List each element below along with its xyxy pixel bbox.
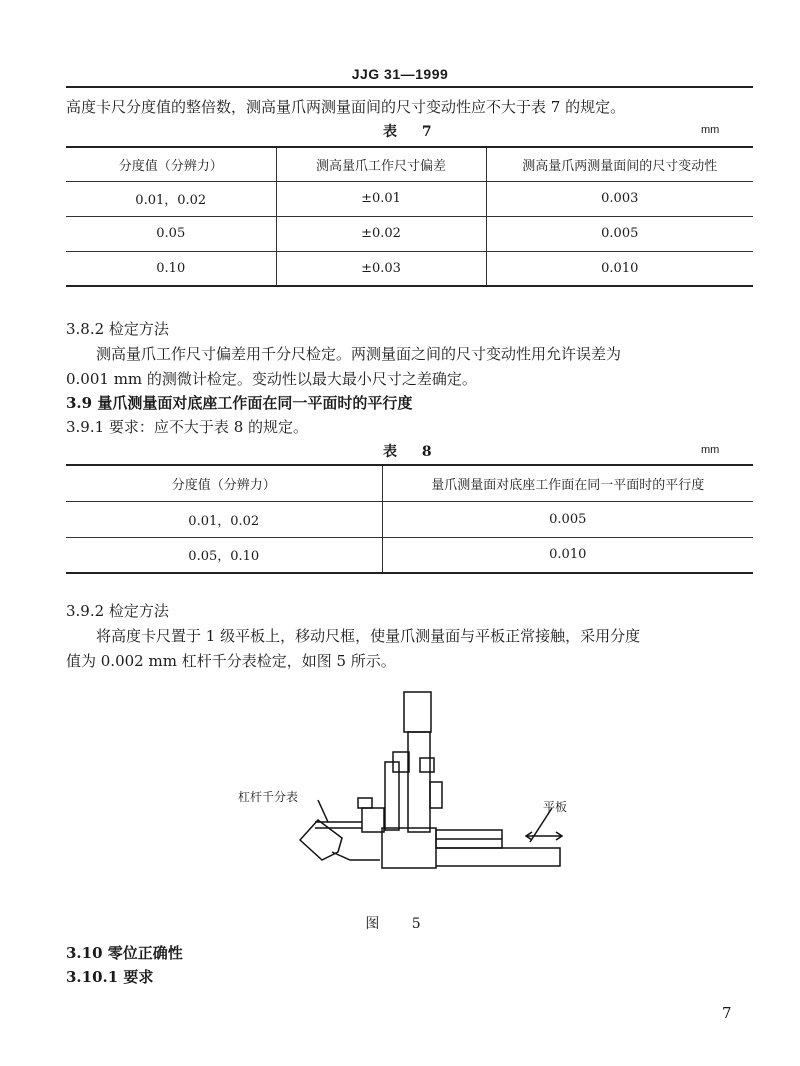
table7-caption: 表 7 — [383, 124, 442, 140]
table-cell: 0.10 — [66, 251, 276, 286]
table8-caption: 表 8 — [383, 444, 442, 460]
surface-plate — [436, 848, 560, 866]
table-cell: 0.003 — [486, 181, 753, 216]
table7-unit: mm — [701, 124, 720, 136]
table8-unit: mm — [701, 444, 720, 456]
intro-paragraph: 高度卡尺分度值的整倍数，测高量爪两测量面间的尺寸变动性应不大于表 7 的规定。 — [66, 98, 626, 116]
section-3-9-2-heading: 3.9.2 检定方法 — [66, 602, 169, 620]
table-cell: 0.010 — [382, 537, 753, 573]
table-8 — [66, 464, 753, 574]
table7-header-row — [66, 147, 753, 181]
table-row — [66, 501, 753, 537]
table7-header-cell: 分度值（分辨力） — [66, 147, 276, 181]
table8-header-cell: 量爪测量面对底座工作面在同一平面时的平行度 — [382, 465, 753, 501]
table-cell: 0.010 — [486, 251, 753, 286]
section-3-8-2-line2: 0.001 mm 的测微计检定。变动性以最大最小尺寸之差确定。 — [66, 370, 477, 388]
page-header-title: JJG 31—1999 — [351, 66, 449, 82]
page-number: 7 — [722, 1004, 732, 1022]
gauge-column — [408, 732, 430, 832]
table-cell: 0.005 — [486, 216, 753, 251]
indicator-clamp — [358, 798, 372, 808]
table-cell: ±0.02 — [276, 216, 486, 251]
table8-header-row — [66, 465, 753, 501]
header-rule — [66, 86, 753, 88]
table-row — [66, 537, 753, 573]
table-cell: 0.05，0.10 — [66, 537, 382, 573]
table-cell: ±0.01 — [276, 181, 486, 216]
gauge-fine-adjust — [430, 782, 442, 808]
table-row — [66, 216, 753, 251]
table-cell: 0.01，0.02 — [66, 501, 382, 537]
table-cell: 0.05 — [66, 216, 276, 251]
table-row — [66, 251, 753, 286]
table-cell: ±0.03 — [276, 251, 486, 286]
section-3-10-heading: 3.10 零位正确性 — [66, 944, 183, 962]
section-3-10-1-heading: 3.10.1 要求 — [66, 968, 154, 986]
section-3-9-heading: 3.9 量爪测量面对底座工作面在同一平面时的平行度 — [66, 394, 413, 412]
section-3-9-2-line1: 将高度卡尺置于 1 级平板上，移动尺框，使量爪测量面与平板正常接触，采用分度 — [96, 627, 641, 645]
gauge-column-top — [404, 692, 431, 732]
table7-header-cell: 测高量爪工作尺寸偏差 — [276, 147, 486, 181]
section-3-8-2-heading: 3.8.2 检定方法 — [66, 320, 169, 338]
figure-label-indicator: 杠杆千分表 — [238, 790, 299, 804]
table7-header-cell: 测高量爪两测量面间的尺寸变动性 — [486, 147, 753, 181]
indicator-leader — [318, 800, 328, 822]
figure-label-plate: 平板 — [543, 800, 568, 814]
section-3-9-2-line2: 值为 0.002 mm 杠杆千分表检定，如图 5 所示。 — [66, 652, 396, 670]
table-row — [66, 181, 753, 216]
table-cell: 0.01，0.02 — [66, 181, 276, 216]
table-7 — [66, 146, 753, 287]
indicator-holder — [362, 808, 384, 832]
figure-5-caption: 图 5 — [365, 916, 435, 932]
table8-header-cell: 分度值（分辨力） — [66, 465, 382, 501]
gauge-base — [382, 828, 436, 868]
section-3-8-2-line1: 测高量爪工作尺寸偏差用千分尺检定。两测量面之间的尺寸变动性用允许误差为 — [96, 345, 622, 363]
gauge-clamp — [420, 758, 434, 772]
table-cell: 0.005 — [382, 501, 753, 537]
section-3-9-1-heading: 3.9.1 要求：应不大于表 8 的规定。 — [66, 418, 309, 436]
